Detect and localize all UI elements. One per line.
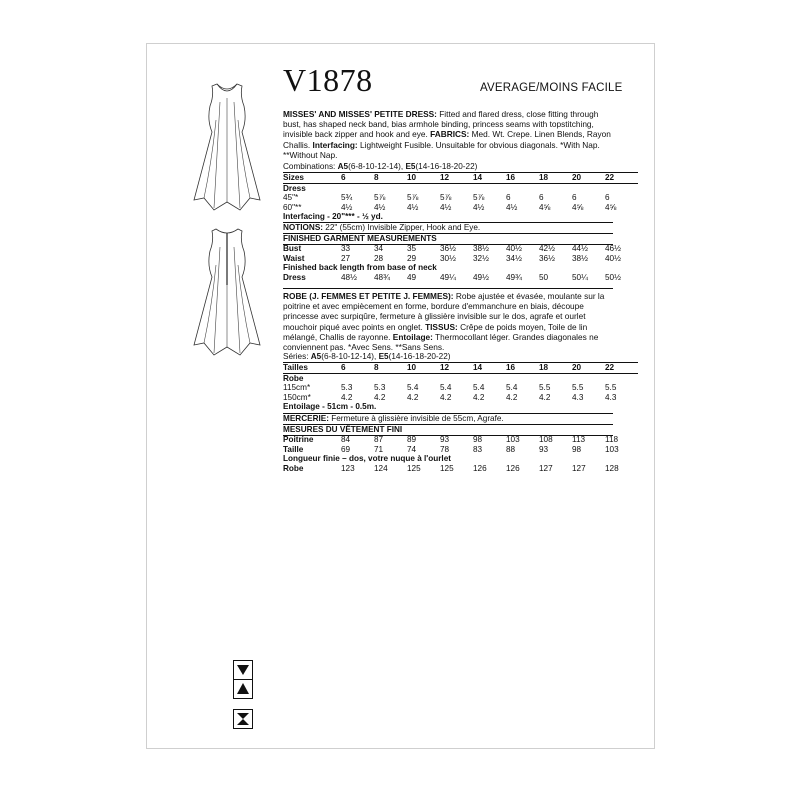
yardage-table-fr: Tailles 6 8 10 12 14 16 18 20 22 Robe 115cm* 5.3 5.3 5.4 5.4 5.4 5.4 5.5 5.5 5.5 150cm* 4.2 4.2 4.2 4.2 4.2 4.2 4.2 4.3 4.3 Entoilage - 51cm - 0.5m. [283, 362, 638, 412]
measurements-table-fr: Poitrine 84 87 89 93 98 103 108 113 118 Taille 69 71 74 78 83 88 93 98 103 Longueur finie – dos, votre nuque à l'ourlet Robe 123 124 125 125 126 126 127 127 128 [283, 435, 638, 473]
english-description: MISSES' AND MISSES' PETITE DRESS: Fitted and flared dress, close fitting through bust, has shaped neck band, bias armhole binding, princess seams with topstitching, invisible back zipper and hook and eye. FABRICS: Med. Wt. Crepe. Linen Blends, Rayon Challis. Interfacing: Lightweight Fusible. Unsuitable for obvious diagonals. *With Nap. **Without Nap. [283, 109, 611, 160]
triangle-down-icon [233, 660, 253, 680]
table-row: Waist 27 28 29 30½ 32½ 34½ 36½ 38½ 40½ [283, 253, 621, 263]
combinations-line: Combinations: A5(6-8-10-12-14), E5(14-16-18-20-22) [283, 162, 478, 171]
table-row: Taille 69 71 74 78 83 88 93 98 103 [283, 444, 619, 454]
sizes-header-row: Sizes 6 8 10 12 14 16 18 20 22 [283, 173, 638, 184]
table-row: 115cm* 5.3 5.3 5.4 5.4 5.4 5.4 5.5 5.5 5.5 [283, 383, 617, 393]
table-row: Bust 33 34 35 36½ 38½ 40½ 42½ 44½ 46½ [283, 244, 621, 253]
dress-front-sketch [190, 80, 264, 215]
sizes-header-row: Tailles 6 8 10 12 14 16 18 20 22 [283, 363, 638, 374]
dress-back-sketch [190, 225, 264, 360]
table-row: Dress 48½ 48¾ 49 49¼ 49½ 49¾ 50 50¼ 50½ [283, 272, 621, 282]
table-row: Robe 123 124 125 125 126 126 127 127 128 [283, 463, 619, 473]
hourglass-icon [233, 709, 253, 729]
fgm-title: FINISHED GARMENT MEASUREMENTS [283, 233, 613, 245]
triangle-up-down-icon [233, 679, 253, 699]
notions-line: NOTIONS: 22" (55cm) Invisible Zipper, Hook and Eye. [283, 222, 613, 233]
french-description: ROBE (J. FEMMES ET PETITE J. FEMMES): Robe ajustée et évasée, moulante sur la poitrine et avec empiècement en forme, bordure d'emmanchure en biais, découpe princesse avec surpiqûre, fermeture à glissière invisible sur le dos, agrafe et ourlet mouchoir piqué avec points en onglet. TISSUS: Crêpe de poids moyen, Toile de lin mélangé, Challis de rayonne. Entoilage: Thermocollant léger. Grandes diagonales ne conviennent pas. *Avec Sens. **Sans Sens. [283, 291, 605, 353]
divider [283, 288, 613, 289]
series-line: Séries: A5(6-8-10-12-14), E5(14-16-18-20-22) [283, 352, 451, 361]
pattern-code: V1878 [283, 62, 373, 98]
table-row: 60"** 4½ 4½ 4½ 4½ 4½ 4½ 4⅝ 4⅝ 4⅝ [283, 202, 617, 212]
yardage-table-en: Sizes 6 8 10 12 14 16 18 20 22 Dress 45"* 5¾ 5⅞ 5⅞ 5⅞ 5⅞ 6 6 6 6 60"** 4½ 4½ 4½ 4½ 4½ 4½ 4⅝ 4⅝ 4⅝ Interfacing - 20"*** - ½ yd. [283, 172, 638, 222]
measurements-table-en: Bust 33 34 35 36½ 38½ 40½ 42½ 44½ 46½ Waist 27 28 29 30½ 32½ 34½ 36½ 38½ 40½ Finished back length from base of neck Dress 48½ 48¾ 49 49¼ 49½ 49¾ 50 50¼ 50½ [283, 244, 638, 282]
mercerie-line: MERCERIE: Fermeture à glissière invisible de 55cm, Agrafe. [283, 413, 613, 424]
table-row: Poitrine 84 87 89 93 98 103 108 113 118 [283, 435, 619, 444]
table-row: 150cm* 4.2 4.2 4.2 4.2 4.2 4.2 4.2 4.3 4.3 [283, 392, 617, 402]
mvf-title: MESURES DU VÊTEMENT FINI [283, 424, 613, 436]
table-row: 45"* 5¾ 5⅞ 5⅞ 5⅞ 5⅞ 6 6 6 6 [283, 193, 610, 203]
difficulty-label: AVERAGE/MOINS FACILE [480, 82, 623, 94]
